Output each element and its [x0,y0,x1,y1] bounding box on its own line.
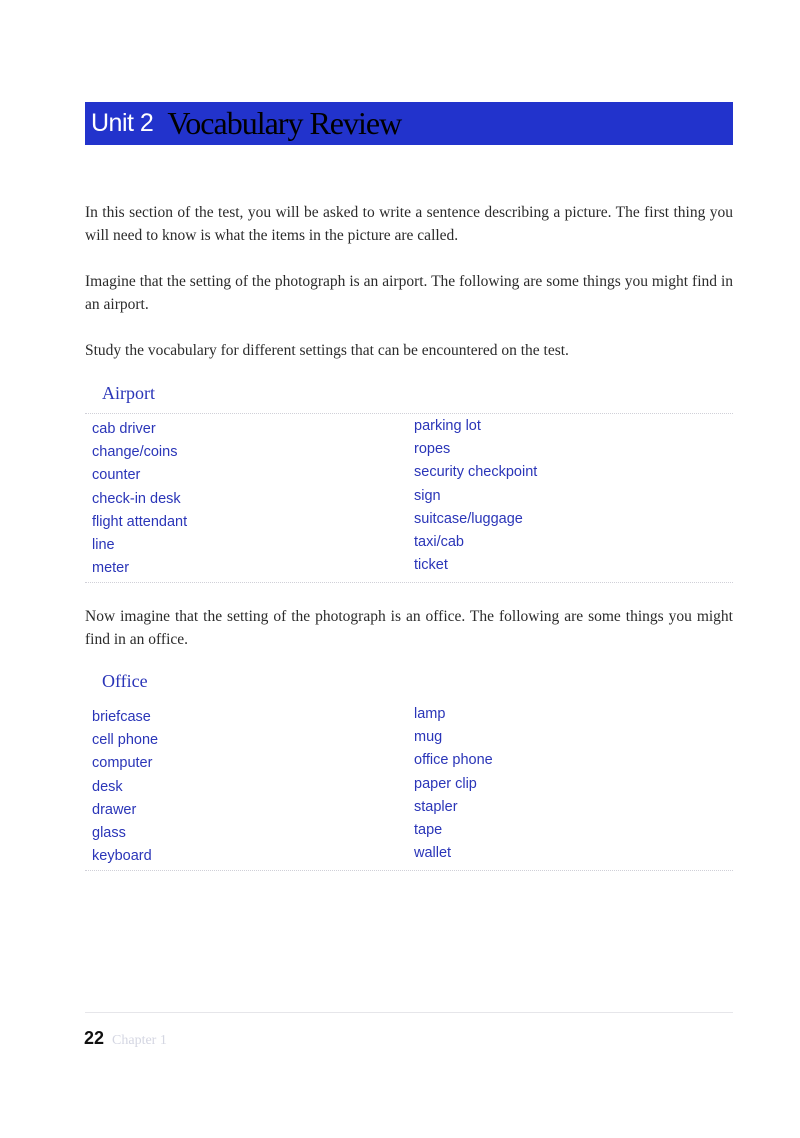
office-intro-paragraph: Now imagine that the setting of the photograph is an office. The following are some things you might find in an office. [85,608,733,648]
office-left-column [92,706,158,868]
vocab-item: flight attendant [92,513,188,530]
vocab-item: computer [92,755,153,772]
vocab-item: ropes [414,441,451,458]
intro-paragraph-1: In this section of the test, you will be asked to write a sentence describing a picture. The first thing you will need to know is what the items in the picture are called. [85,204,733,244]
office-right-column [414,703,493,865]
office-bottom-divider [85,870,733,871]
vocab-item: cab driver [92,421,156,437]
intro-paragraph-3: Study the vocabulary for different settings that can be encountered on the test. [85,342,569,359]
page-number: 22 [84,1028,105,1048]
vocab-item: mug [414,729,443,746]
vocab-item: drawer [92,801,137,818]
vocab-item: ticket [414,557,448,574]
vocab-item: check-in desk [92,490,181,507]
vocab-item: office phone [414,752,493,769]
vocab-item: sign [414,487,441,504]
vocab-item: desk [92,778,123,795]
chapter-label: Chapter 1 [112,1033,167,1048]
vocab-item: tape [414,821,443,838]
airport-top-divider [85,413,733,414]
vocab-item: briefcase [92,709,151,725]
vocab-item: glass [92,824,126,841]
unit-label: Unit 2 [91,109,154,137]
page-footer [84,1028,167,1049]
unit-banner [85,102,733,145]
vocab-item: counter [92,467,141,484]
vocab-item: change/coins [92,444,178,461]
vocab-item: suitcase/luggage [414,510,523,527]
vocab-item: stapler [414,798,458,815]
intro-paragraph-2: Imagine that the setting of the photograph is an airport. The following are some things you might find in an airport. [85,273,733,313]
airport-bottom-divider [85,582,733,583]
page-title: Vocabulary Review [167,105,402,141]
footer-divider [85,1012,733,1013]
vocab-item: security checkpoint [414,464,538,481]
airport-left-column [92,418,187,580]
vocab-item: line [92,536,115,553]
airport-right-column [414,415,537,577]
office-section-title: Office [102,671,148,691]
vocab-item: lamp [414,706,446,722]
airport-section-title: Airport [102,383,155,403]
vocab-item: parking lot [414,418,481,434]
vocab-item: keyboard [92,848,152,865]
vocab-item: meter [92,560,130,577]
vocab-item: taxi/cab [414,533,464,550]
vocab-item: cell phone [92,732,159,749]
vocab-item: wallet [414,845,452,862]
vocab-item: paper clip [414,775,477,792]
